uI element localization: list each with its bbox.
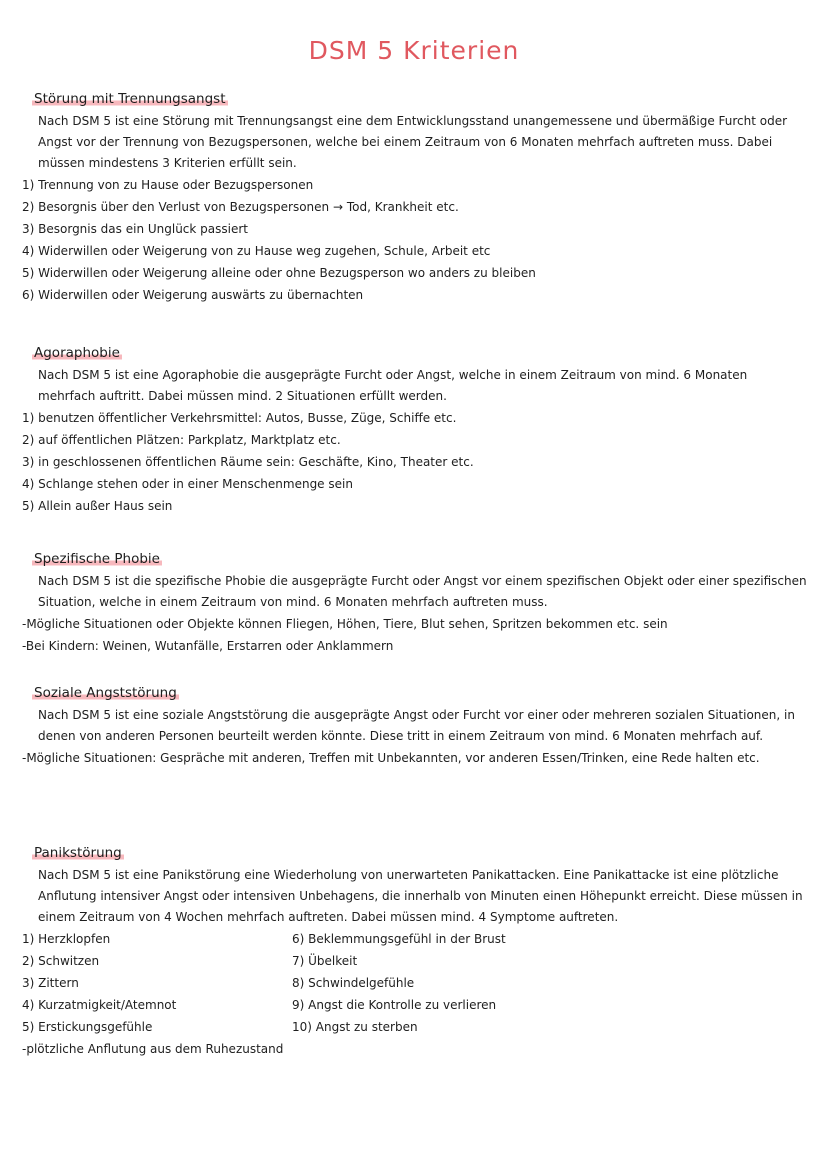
list-item: 5) Erstickungsgefühle [22, 1020, 153, 1034]
symptom-grid [22, 928, 812, 1038]
list-item: 8) Schwindelgefühle [292, 976, 415, 990]
symptom-list-right [292, 928, 592, 1038]
list-item: 4) Schlange stehen oder in einer Menschenmenge sein [22, 477, 353, 491]
section-heading: Störung mit Trennungsangst [34, 91, 226, 107]
list-item: 9) Angst die Kontrolle zu verlieren [292, 998, 497, 1012]
section-heading: Soziale Angststörung [34, 685, 177, 701]
criteria-list [22, 613, 812, 657]
section-agoraphobie [22, 342, 812, 517]
section-soziale-angststoerung [22, 682, 812, 769]
list-item: -Bei Kindern: Weinen, Wutanfälle, Erstarren oder Anklammern [22, 639, 394, 653]
list-item: 1) Trennung von zu Hause oder Bezugspersonen [22, 178, 314, 192]
list-item: 6) Widerwillen oder Weigerung auswärts zu übernachten [22, 288, 364, 302]
list-item: 4) Kurzatmigkeit/Atemnot [22, 998, 177, 1012]
section-heading: Agoraphobie [34, 345, 120, 361]
section-panikstoerung [22, 842, 812, 1060]
list-item: 6) Beklemmungsgefühl in der Brust [292, 932, 506, 946]
list-item: 2) Schwitzen [22, 954, 100, 968]
section-paragraph: Nach DSM 5 ist eine Agoraphobie die ausgeprägte Furcht oder Angst, welche in einem Zeitraum von mind. 6 Monaten mehrfach auftritt. Dabei müssen mind. 2 Situationen erfüllt werden. [38, 368, 748, 403]
list-item: 4) Widerwillen oder Weigerung von zu Hause weg zugehen, Schule, Arbeit etc [22, 244, 491, 258]
section-paragraph: Nach DSM 5 ist eine Panikstörung eine Wiederholung von unerwarteten Panikattacken. Eine Panikattacke ist eine plötzliche Anflutung intensiver Angst oder intensiven Unbehagens, die innerhalb von Minuten einen Höhepunkt erreicht. Diese müssen in einem Zeitraum von 4 Wochen mehrfach auftreten. Dabei müssen mind. 4 Symptome auftreten. [38, 868, 803, 924]
section-paragraph: Nach DSM 5 ist die spezifische Phobie die ausgeprägte Furcht oder Angst vor einem spezifischen Objekt oder einer spezifischen Situation, welche in einem Zeitraum von mind. 6 Monaten mehrfach auftreten muss. [38, 574, 807, 609]
list-item: 1) benutzen öffentlicher Verkehrsmittel: Autos, Busse, Züge, Schiffe etc. [22, 411, 457, 425]
section-spezifische-phobie [22, 548, 812, 657]
list-item: 3) in geschlossenen öffentlichen Räume sein: Geschäfte, Kino, Theater etc. [22, 455, 474, 469]
list-item: 10) Angst zu sterben [292, 1020, 418, 1034]
list-item: -Mögliche Situationen oder Objekte können Fliegen, Höhen, Tiere, Blut sehen, Spritzen bekommen etc. sein [22, 617, 668, 631]
section-paragraph: Nach DSM 5 ist eine Störung mit Trennungsangst eine dem Entwicklungsstand unangemessene und übermäßige Furcht oder Angst vor der Trennung von Bezugspersonen, welche bei einem Zeitraum von 6 Monaten mehrfach auftreten muss. Dabei müssen mindestens 3 Kriterien erfüllt sein. [38, 114, 788, 170]
criteria-list [22, 174, 812, 306]
symptom-list-left [22, 928, 292, 1038]
list-item: 5) Allein außer Haus sein [22, 499, 173, 513]
criteria-list [22, 747, 812, 769]
section-heading: Spezifische Phobie [34, 551, 160, 567]
section-trennungsangst [22, 88, 812, 306]
list-item: 3) Zittern [22, 976, 79, 990]
list-item: 2) auf öffentlichen Plätzen: Parkplatz, Marktplatz etc. [22, 433, 341, 447]
list-item: -Mögliche Situationen: Gespräche mit anderen, Treffen mit Unbekannten, vor anderen Essen/Trinken, eine Rede halten etc. [22, 751, 760, 765]
list-item: 1) Herzklopfen [22, 932, 111, 946]
panic-note: -plötzliche Anflutung aus dem Ruhezustand [22, 1042, 284, 1056]
list-item: 7) Übelkeit [292, 954, 358, 968]
section-paragraph: Nach DSM 5 ist eine soziale Angststörung die ausgeprägte Angst oder Furcht vor einer oder mehreren sozialen Situationen, in denen von anderen Personen beurteilt werden könnte. Diese tritt in einem Zeitraum von mind. 6 Monaten mehrfach auf. [38, 708, 795, 743]
list-item: 3) Besorgnis das ein Unglück passiert [22, 222, 248, 236]
section-heading: Panikstörung [34, 845, 122, 861]
list-item: 2) Besorgnis über den Verlust von Bezugspersonen → Tod, Krankheit etc. [22, 200, 459, 214]
list-item: 5) Widerwillen oder Weigerung alleine oder ohne Bezugsperson wo anders zu bleiben [22, 266, 536, 280]
criteria-list [22, 407, 812, 517]
page-title: DSM 5 Kriterien [308, 36, 520, 65]
